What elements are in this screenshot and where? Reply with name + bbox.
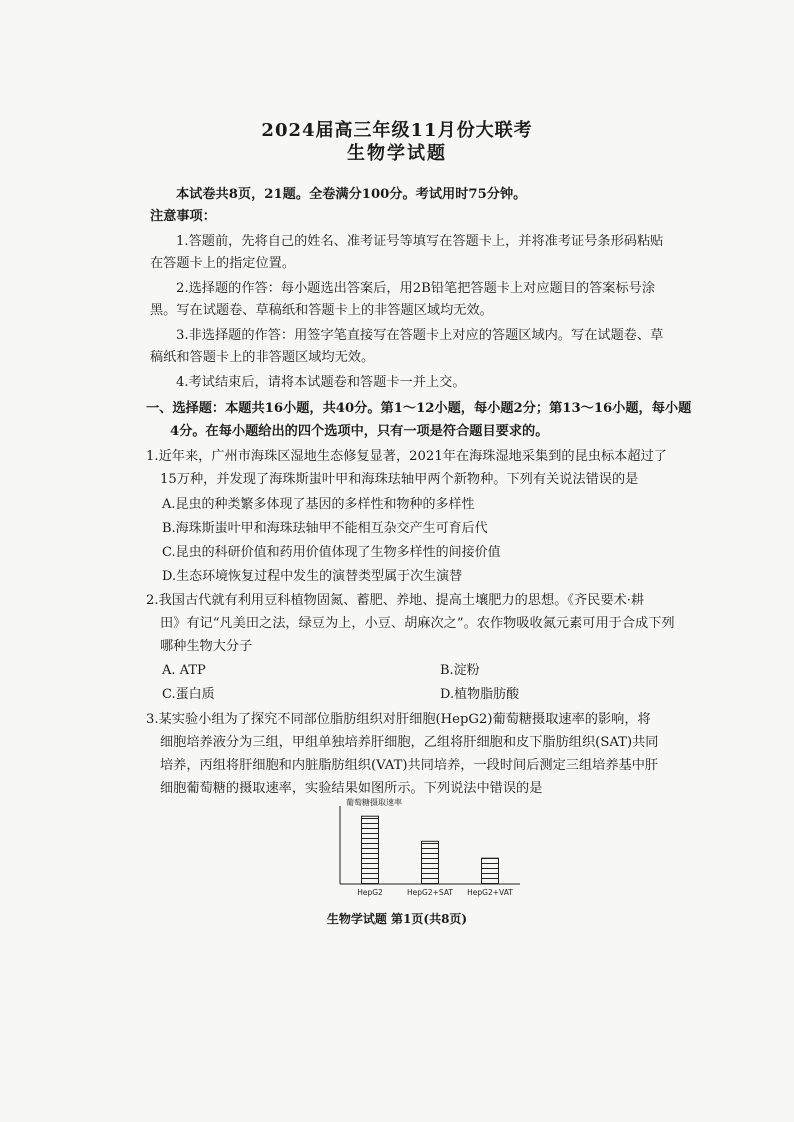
exam-intro: 本试卷共8页，21题。全卷满分100分。考试用时75分钟。 xyxy=(176,187,527,202)
notice-item-3-line-1: 3.非选择题的作答：用签字笔直接写在答题卡上对应的答题区域内。写在试题卷、草 xyxy=(176,328,664,343)
notice-item-3-line-2: 稿纸和答题卡上的非答题区域均无效。 xyxy=(150,350,375,365)
glucose-uptake-bar-chart xyxy=(300,796,560,902)
chart-bar-2 xyxy=(422,841,439,884)
chart-x-tick-label-2: HepG2+SAT xyxy=(407,888,453,897)
q2-option-b: B.淀粉 xyxy=(440,663,480,678)
notice-item-1-line-2: 在答题卡上的指定位置。 xyxy=(150,256,296,271)
page-footer: 生物学试题 第1页(共8页) xyxy=(326,912,468,926)
q3-stem-line-4: 细胞葡萄糖的摄取速率，实验结果如图所示。下列说法中错误的是 xyxy=(160,781,543,796)
q3-stem-line-1: 3.某实验小组为了探究不同部位脂肪组织对肝细胞(HepG2)葡萄糖摄取速率的影响，将 xyxy=(146,712,651,727)
q1-option-d: D.生态环境恢复过程中发生的演替类型属于次生演替 xyxy=(162,569,463,584)
q1-stem-line-1: 1.近年来，广州市海珠区湿地生态修复显著，2021年在海珠湿地采集到的昆虫标本超过了 xyxy=(146,449,667,464)
exam-subject: 生物学试题 xyxy=(347,143,447,164)
notice-heading: 注意事项： xyxy=(150,209,216,224)
notice-item-2-line-2: 黑。写在试题卷、草稿纸和答题卡上的非答题区域均无效。 xyxy=(150,303,493,318)
chart-bar-1 xyxy=(362,816,379,884)
notice-item-1-line-1: 1.答题前，先将自己的姓名、准考证号等填写在答题卡上，并将准考证号条形码粘贴 xyxy=(176,234,664,249)
q2-option-d: D.植物脂肪酸 xyxy=(440,687,520,702)
q2-option-a: A. ATP xyxy=(162,663,206,678)
section-1-heading-line-1: 一、选择题：本题共16小题，共40分。第1～12小题，每小题2分；第13～16小题，每小题 xyxy=(146,401,692,416)
q2-option-c: C.蛋白质 xyxy=(162,687,215,702)
notice-item-4: 4.考试结束后，请将本试题卷和答题卡一并上交。 xyxy=(176,375,466,390)
exam-title: 2024届高三年级11月份大联考 xyxy=(261,120,533,141)
q3-stem-line-3: 培养，丙组将肝细胞和内脏脂肪组织(VAT)共同培养，一段时间后测定三组培养基中肝 xyxy=(160,758,659,773)
q3-stem-line-2: 细胞培养液分为三组，甲组单独培养肝细胞，乙组将肝细胞和皮下脂肪组织(SAT)共同 xyxy=(160,735,659,750)
q1-stem-line-2: 15万种，并发现了海珠斯蚩叶甲和海珠珐轴甲两个新物种。下列有关说法错误的是 xyxy=(160,472,639,487)
q2-stem-line-1: 2.我国古代就有利用豆科植物固氮、蓄肥、养地、提高土壤肥力的思想。《齐民要术·耕 xyxy=(146,593,645,608)
q1-option-a: A.昆虫的种类繁多体现了基因的多样性和物种的多样性 xyxy=(162,497,475,512)
q1-option-b: B.海珠斯蚩叶甲和海珠珐轴甲不能相互杂交产生可育后代 xyxy=(162,521,488,536)
chart-x-tick-label-3: HepG2+VAT xyxy=(467,888,513,897)
q2-stem-line-2: 田》有记“凡美田之法，绿豆为上，小豆、胡麻次之”。农作物吸收氮元素可用于合成下列 xyxy=(160,616,675,631)
q1-option-c: C.昆虫的科研价值和药用价值体现了生物多样性的间接价值 xyxy=(162,545,501,560)
chart-bar-3 xyxy=(482,858,499,884)
chart-y-axis-label: 葡萄糖摄取速率 xyxy=(346,798,402,807)
q2-stem-line-3: 哪种生物大分子 xyxy=(160,639,253,654)
section-1-heading-line-2: 4分。在每小题给出的四个选项中，只有一项是符合题目要求的。 xyxy=(170,424,549,439)
notice-item-2-line-1: 2.选择题的作答：每小题选出答案后，用2B铅笔把答题卡上对应题目的答案标号涂 xyxy=(176,281,656,296)
chart-x-tick-label-1: HepG2 xyxy=(357,888,383,897)
